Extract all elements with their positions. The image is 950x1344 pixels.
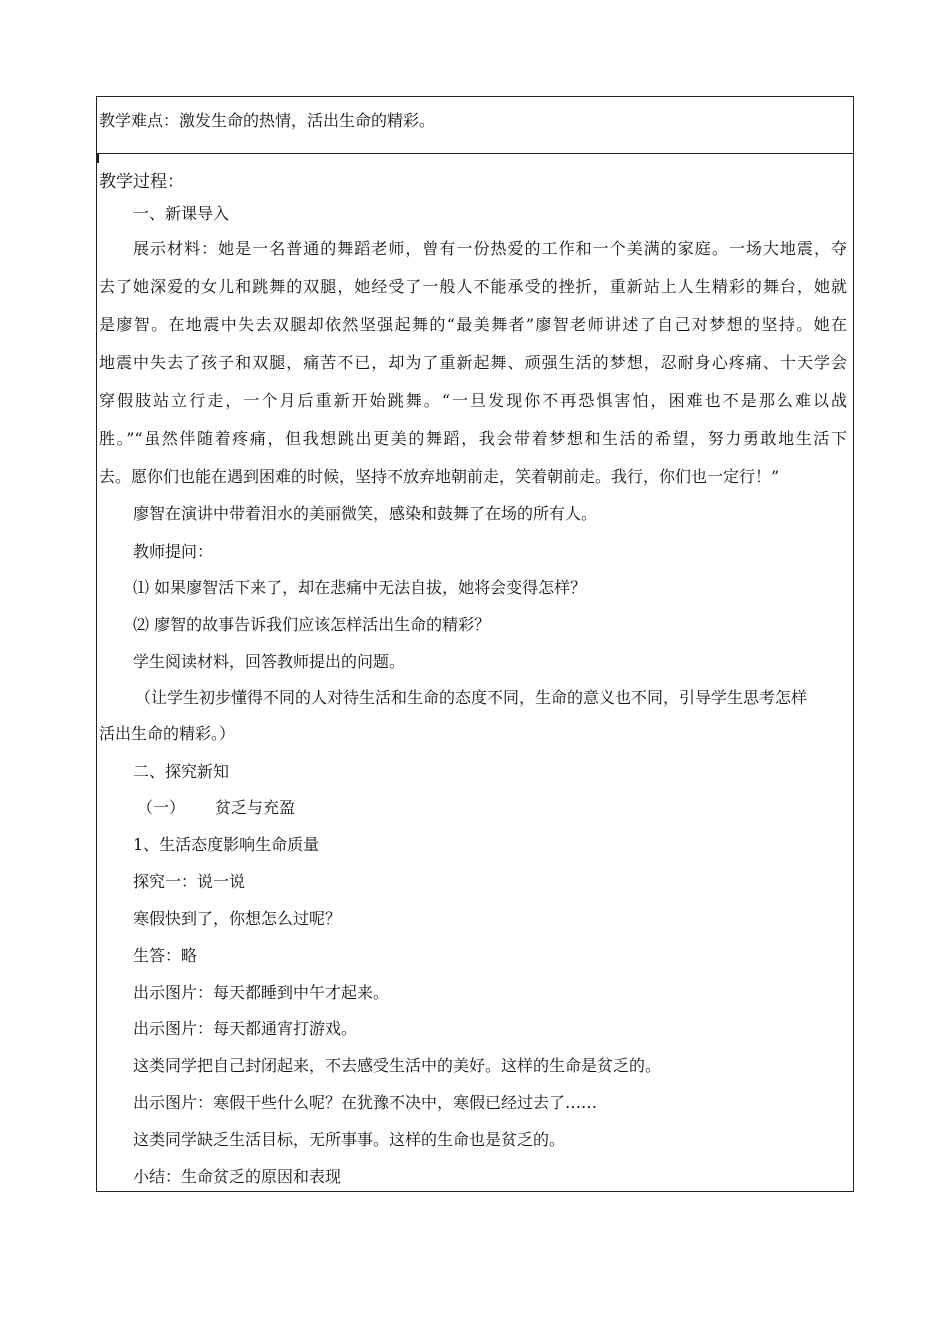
- question-1: ⑴ 如果廖智活下来了，却在悲痛中无法自拔，她将会变得怎样？: [133, 578, 587, 597]
- difficulty-row: [97, 97, 853, 154]
- material-line: 去。愿你们也能在遇到困难的时候，坚持不放弃地朝前走，笑着朝前走。我行，你们也一定行！”: [99, 467, 780, 486]
- material-line: 地震中失去了孩子和双腿，痛苦不已，却为了重新起舞、顽强生活的梦想，忍耐身心疼痛、十天学会: [99, 353, 847, 372]
- explore-title: 探究一：说一说: [133, 872, 246, 891]
- material-line: 穿假肢站立行走，一个月后重新开始跳舞。“一旦发现你不再恐惧害怕，困难也不是那么难以战: [99, 391, 847, 410]
- picture-1-caption: 出示图片：每天都睡到中午才起来。: [133, 983, 390, 1002]
- winter-question: 寒假快到了，你想怎么过呢？: [133, 909, 342, 928]
- section-explore-title: 二、探究新知: [133, 762, 230, 781]
- picture-3-caption: 出示图片：寒假干些什么呢？在犹豫不决中，寒假已经过去了……: [133, 1093, 598, 1112]
- lesson-plan-table: [96, 96, 854, 1192]
- note-line: 活出生命的精彩。）: [99, 724, 236, 743]
- poor-life-1: 这类同学把自己封闭起来，不去感受生活中的美好。这样的生命是贫乏的。: [133, 1056, 662, 1075]
- student-read: 学生阅读材料，回答教师提出的问题。: [133, 652, 406, 671]
- point-title: 1、生活态度影响生命质量: [133, 835, 320, 854]
- process-title: 教学过程：: [99, 172, 184, 192]
- poor-life-2: 这类同学缺乏生活目标，无所事事。这样的生命也是贫乏的。: [133, 1130, 566, 1149]
- smile-line: 廖智在演讲中带着泪水的美丽微笑，感染和鼓舞了在场的所有人。: [133, 504, 598, 523]
- note-line: （让学生初步懂得不同的人对待生活和生命的态度不同，生命的意义也不同，引导学生思考怎样: [135, 688, 808, 707]
- row-divider-mark: [97, 153, 99, 163]
- material-line: 去了她深爱的女儿和跳舞的双腿，她经受了一般人不能承受的挫折，重新站上人生精彩的舞台，她就: [99, 277, 847, 296]
- summary-line: 小结：生命贫乏的原因和表现: [133, 1167, 342, 1186]
- section-intro-title: 一、新课导入: [133, 204, 230, 223]
- material-line: 胜。”“虽然伴随着疼痛，但我想跳出更美的舞蹈，我会带着梦想和生活的希望，努力勇敢地生活下: [99, 429, 847, 448]
- student-answer: 生答：略: [133, 946, 198, 965]
- subsection-title: 贫乏与充盈: [215, 798, 296, 817]
- material-line: 展示材料：她是一名普通的舞蹈老师，曾有一份热爱的工作和一个美满的家庭。一场大地震，夺: [133, 239, 847, 258]
- teacher-ask: 教师提问：: [133, 542, 214, 561]
- question-2: ⑵ 廖智的故事告诉我们应该怎样活出生命的精彩？: [133, 615, 491, 634]
- teaching-difficulty: 教学难点：激发生命的热情，活出生命的精彩。: [99, 111, 436, 130]
- material-line: 是廖智。在地震中失去双腿却依然坚强起舞的“最美舞者”廖智老师讲述了自己对梦想的坚持。她在: [99, 315, 847, 334]
- subsection-number: （一）: [137, 798, 186, 817]
- picture-2-caption: 出示图片：每天都通宵打游戏。: [133, 1019, 358, 1038]
